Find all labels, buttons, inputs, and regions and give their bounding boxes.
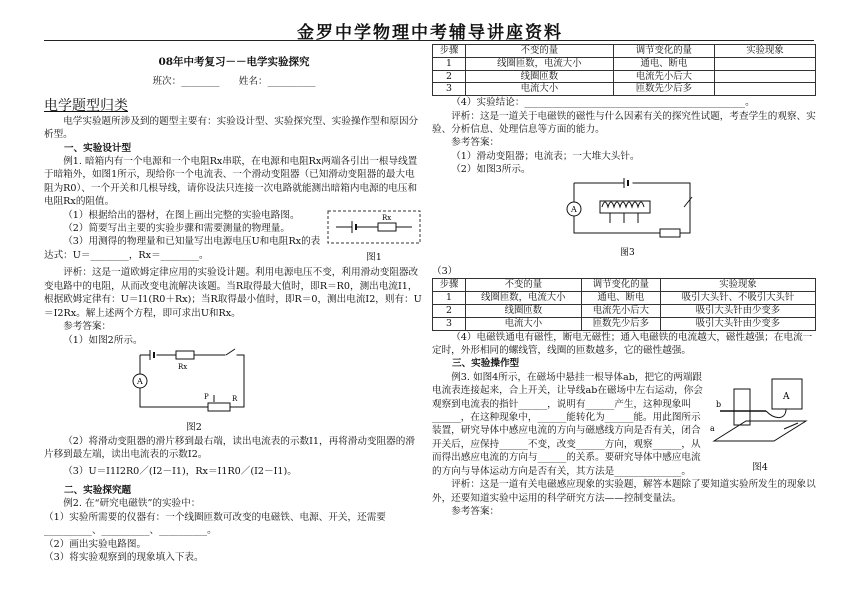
table-header-cell: 不变的量 (466, 45, 614, 58)
table-cell: 2 (433, 305, 466, 318)
base-board (714, 421, 806, 441)
table-cell: 电流大小 (466, 83, 614, 96)
subheading-operation: 三、实验操作型 (452, 358, 520, 370)
table-row (433, 70, 816, 83)
figure1 (324, 209, 424, 265)
comment3: 评析：这是一道有关电磁感应现象的实验题，解答本题除了要知道实验所发生的现象以外，还要知道实验中运用的科学研究方法——控制变量法。 (432, 479, 816, 504)
rheostat (660, 229, 680, 237)
table-cell: 吸引大头针、不吸引大头针 (661, 292, 816, 305)
table-cell: 通电、断电 (581, 292, 660, 305)
example1-q2: （2）简要写出主要的实验步骤和需要测量的物理量。 (63, 223, 290, 235)
magnet (734, 389, 750, 425)
ammeter-label: A (571, 204, 577, 214)
right-column (432, 44, 816, 518)
answer-label-2: 参考答案： (451, 137, 500, 149)
example3-text: 例3. 如图4所示，在磁场中悬挂一根导体ab，把它的两端跟电流表连接起来，合上开关，让导线ab在磁场中左右运动，你会观察到电流表的指针______，说明有______产生，这种现象叫______，在这种现象中，______能转化为______能。用此图所示装置，研究导体中感应电流的方向与磁感线方向是否有关，闭合开关后，应保持______不变，改变______方向，观察______，从而得出感应电流的方向与______的关系。要研究导体中感应电流的方向与导体运动方向是否有关，其方法是______________。 (432, 371, 703, 477)
figure1-caption: 图1 (366, 252, 382, 264)
answer1-1: （1）如图2所示。 (63, 334, 143, 346)
example3-block (432, 371, 816, 478)
resistor-rx (176, 351, 194, 359)
table-cell (715, 83, 816, 96)
example1-text: 例1. 暗箱内有一个电源和一个电阻Rx串联，在电源和电阻Rx两端各引出一根导线置于暗箱外，如图1所示，现给你一个电流表、一个滑动变阻器（已知滑动变阻器的最大电阻为R0）、一个开关和几根导线，请你设法只连接一次电路就能测出暗箱内电源的电压和电阻Rx的阻值。 (44, 156, 418, 208)
intro-paragraph: 电学实验题所涉及到的题型主要有：实验设计型、实验探究型、实验操作型和原因分析型。 (44, 115, 419, 141)
figure4-caption: 图4 (752, 462, 768, 474)
lead-wire (766, 409, 786, 418)
answer1-2: （2）将滑动变阻器的滑片移到最右端，读出电流表的示数I1，再将滑动变阻器的滑片移到最左端，读出电流表的示数I2。 (44, 435, 415, 461)
switch (684, 197, 692, 207)
answer1-3: （3）U＝I1I2R0／(I2－I1)，Rx＝I1R0／(I2－I1)。 (63, 465, 297, 477)
table-cell: 线圈匝数 (466, 70, 614, 83)
figure2 (44, 347, 424, 435)
left-column (44, 44, 424, 564)
figure4-induction-apparatus (706, 371, 814, 457)
circuit-loop (140, 355, 244, 407)
table-header-row (433, 45, 816, 58)
switch (784, 423, 798, 429)
section-heading: 电学题型归类 (44, 97, 128, 114)
table-cell: 3 (433, 83, 466, 96)
example2-q2: （2）画出实验电路图。 (44, 538, 147, 550)
figure4 (704, 371, 816, 478)
table-cell: 吸引大头针由少变多 (661, 305, 816, 318)
rheostat (208, 403, 230, 411)
figure3-circuit (560, 177, 700, 261)
table-cell: 通电、断电 (613, 57, 714, 70)
table-row (433, 317, 816, 330)
example2-text: 例2. 在“研究电磁铁”的实验中： (63, 498, 201, 510)
example1-questions (44, 209, 424, 265)
table-cell: 2 (433, 70, 466, 83)
subheading-design: 一、实验设计型 (64, 142, 132, 154)
table-header-row (433, 279, 816, 292)
ammeter-label: A (137, 376, 143, 386)
comment1: 评析：这是一道欧姆定律应用的实验设计题。利用电源电压不变，利用滑动变阻器改变电路中的电阻，从而改变电流解决该题。当R取得最大值时，即R＝R0，测出电流I1，根据欧姆定律有：U＝I1(R0＋Rx)；当R取得最小值时，即R＝0，测出电流I2，则有：U＝I2Rx。解上述两个方程，即可求出U和Rx。 (44, 267, 422, 319)
figure2-caption: 图2 (186, 422, 202, 434)
figure3 (432, 177, 816, 265)
table-cell: 电流先小后大 (613, 70, 714, 83)
rx-label: Rx (382, 213, 392, 222)
resistor-rx (378, 223, 396, 231)
slider-p-label: P (204, 392, 209, 401)
page-header-title: 金罗中学物理中考辅导讲座资料 (297, 23, 563, 43)
answer-label-3: 参考答案： (451, 505, 500, 517)
table-row (433, 305, 816, 318)
table-cell: 匝数先少后多 (613, 83, 714, 96)
galvanometer-label: A (783, 391, 790, 402)
header-rule (44, 40, 814, 41)
table-header-cell: 调节变化的量 (613, 45, 714, 58)
example2-q1: （1）实验所需要的仪器有：一个线圈匝数可改变的电磁铁、电源、开关，还需要__________、__________、__________。 (44, 511, 386, 537)
example2-q4: （4）实验结论：______________________________________________。 (451, 97, 755, 109)
answer2-1: （1）滑动变阻器；电流表；一大堆大头针。 (451, 150, 640, 162)
class-name-line: 班次：________ 姓名：__________ (152, 76, 316, 88)
table-header-cell: 调节变化的量 (581, 279, 660, 292)
table-cell: 1 (433, 57, 466, 70)
table-cell: 3 (433, 317, 466, 330)
table-cell: 线圈匝数 (466, 305, 582, 318)
table-row (433, 57, 816, 70)
answer-table (432, 278, 816, 330)
worksheet-title: 08年中考复习－－电学实验探究 (158, 56, 310, 68)
table-row (433, 83, 816, 96)
table-header-cell: 步骤 (433, 45, 466, 58)
figure2-circuit (114, 347, 274, 417)
answer2-4: （4）电磁铁通电有磁性，断电无磁性；通入电磁铁的电流越大，磁性越强；在电流一定时，外形相同的螺线管，线圈的匝数越多，它的磁性越强。 (432, 331, 813, 357)
table-cell: 1 (433, 292, 466, 305)
comment2: 评析：这是一道关于电磁铁的磁性与什么因素有关的探究性试题，考查学生的观察、实验、分析信息、处理信息等方面的能力。 (432, 110, 816, 135)
table-cell: 匝数先少后多 (581, 317, 660, 330)
rx-label: Rx (178, 362, 188, 371)
example1-q3: （3）用测得的物理量和已知量写出电源电压U和电阻Rx的表达式：U＝________，Rx＝________。 (44, 236, 321, 261)
table-header-cell: 实验现象 (661, 279, 816, 292)
subheading-explore: 二、实验探究题 (64, 484, 132, 496)
label-a: a (710, 423, 715, 433)
table-cell (715, 57, 816, 70)
slider-r-label: R (232, 394, 238, 403)
answer2-2: （2）如图3所示。 (451, 164, 531, 176)
example1-q1: （1）根据给出的器材，在图上画出完整的实验电路图。 (63, 209, 300, 221)
table-cell: 电流大小 (466, 317, 582, 330)
observation-table (432, 44, 816, 96)
table-row (433, 292, 816, 305)
example1-question-list (44, 209, 324, 265)
example1-block (44, 155, 424, 264)
table-header-cell: 实验现象 (715, 45, 816, 58)
figure3-caption: 图3 (620, 247, 635, 258)
table-cell (715, 70, 816, 83)
table-header-cell: 不变的量 (466, 279, 582, 292)
label-b: b (716, 399, 722, 409)
example2-q3: （3）将实验观察到的现象填入下表。 (44, 551, 204, 563)
answer2-3: （3） (432, 266, 458, 278)
table-cell: 电流先小后大 (581, 305, 660, 318)
figure1-circuit (326, 209, 422, 247)
table-cell: 线圈匝数，电流大小 (466, 292, 582, 305)
table-cell: 线圈匝数，电流大小 (466, 57, 614, 70)
table-header-cell: 步骤 (433, 279, 466, 292)
answer-label-1: 参考答案： (63, 321, 112, 333)
table-cell: 吸引大头针由少变多 (661, 317, 816, 330)
